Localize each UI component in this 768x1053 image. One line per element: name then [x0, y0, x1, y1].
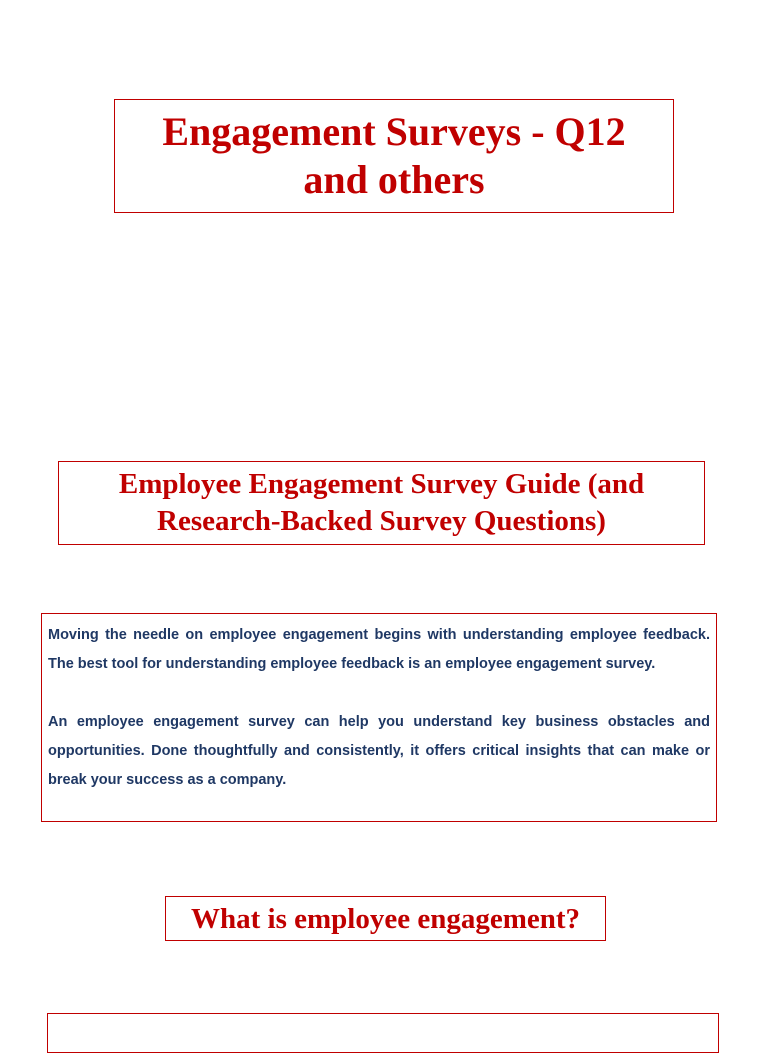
intro-paragraph-1: Moving the needle on employee engagement begins with understanding employee feedback. The best tool for understanding employee feedback is an employee engagement survey.	[48, 627, 710, 672]
guide-title-line-2: Research-Backed Survey Questions)	[157, 505, 606, 537]
guide-title	[119, 466, 644, 540]
main-title-line-2: and others	[303, 157, 485, 202]
guide-title-line-1: Employee Engagement Survey Guide (and	[118, 468, 645, 500]
section-heading-box	[165, 896, 606, 941]
guide-title-box	[58, 461, 705, 545]
section-heading: What is employee engagement?	[190, 902, 581, 935]
main-title-box	[114, 99, 674, 213]
intro-paragraph-2: An employee engagement survey can help you understand key business obstacles and opportunities. Done thoughtfully and consistently, it offers critical insights that can make or break your success as a company.	[48, 714, 710, 788]
intro-text-box	[41, 613, 717, 822]
main-title-line-1: Engagement Surveys - Q12	[162, 109, 626, 154]
main-title	[162, 108, 625, 204]
next-text-box	[47, 1013, 719, 1053]
